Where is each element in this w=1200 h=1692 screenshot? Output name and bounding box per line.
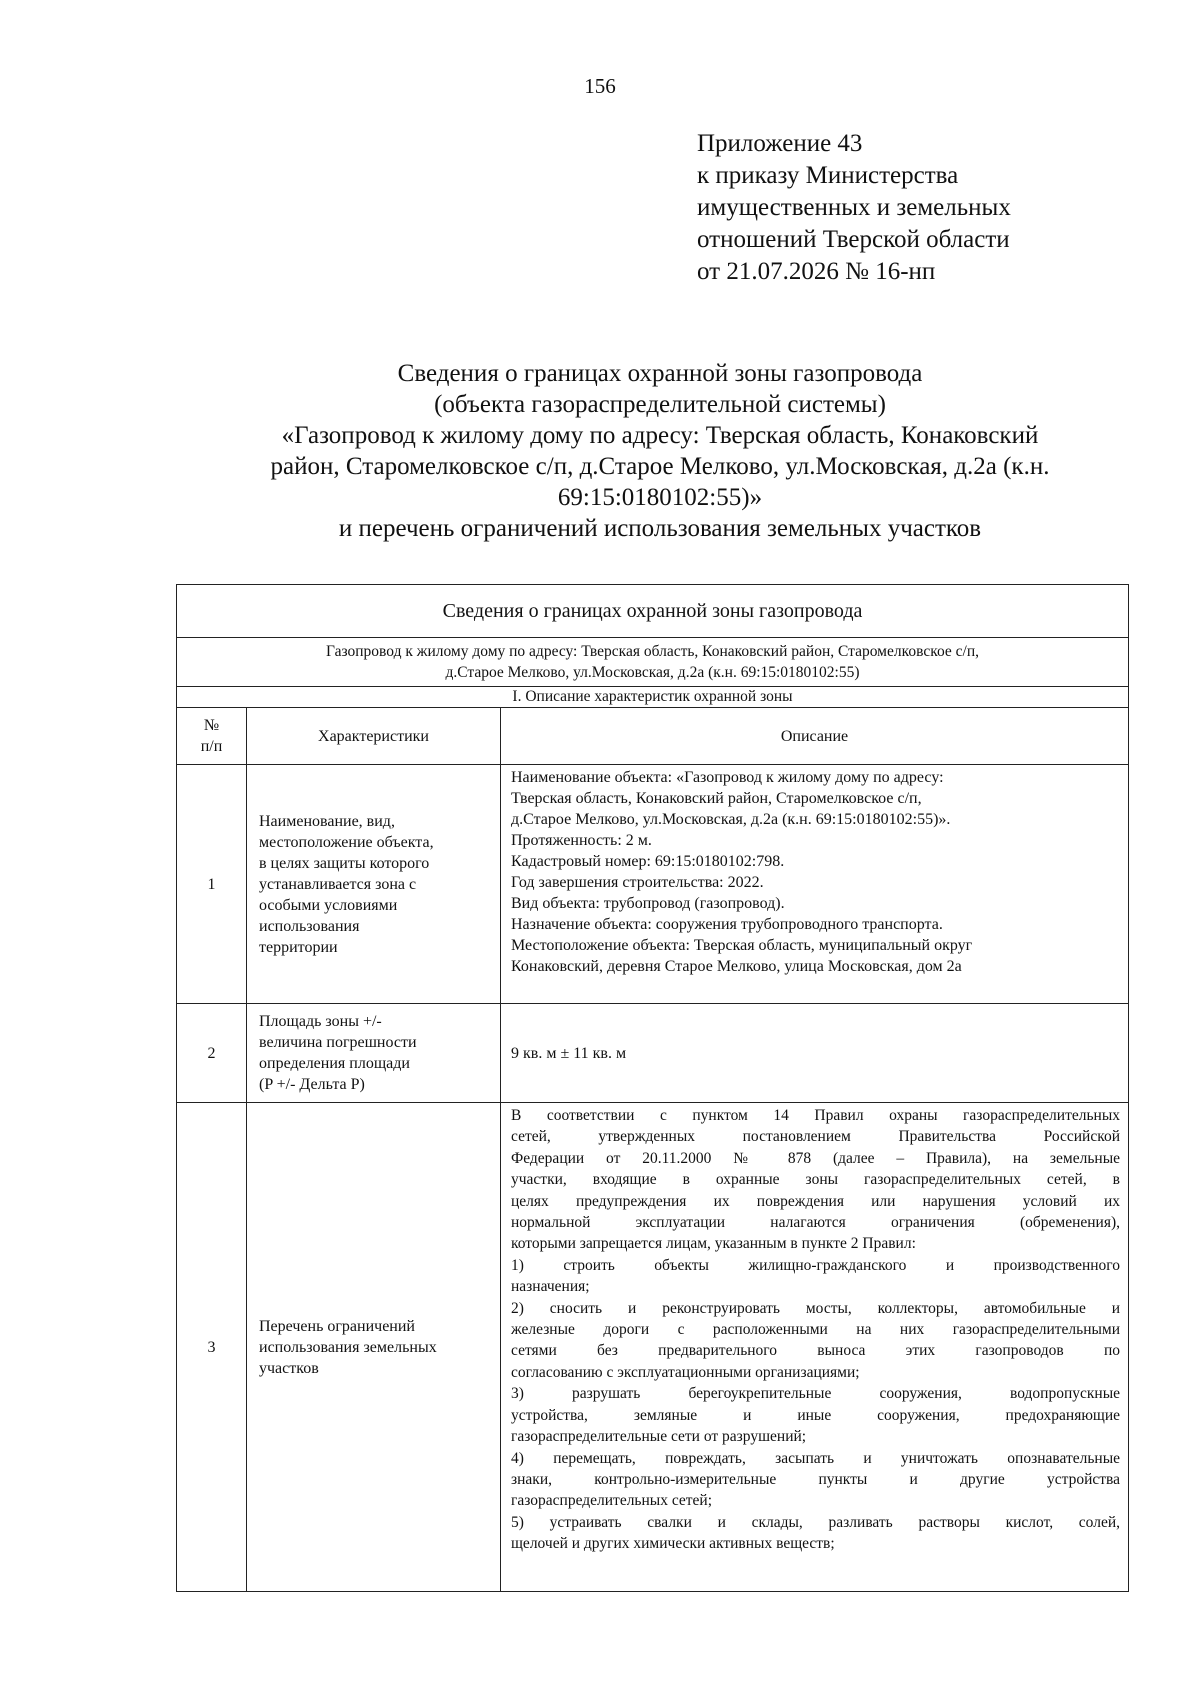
text-line: Тверская область, Конаковский район, Старомелковское с/п, xyxy=(511,790,922,807)
row-characteristic xyxy=(247,765,501,1004)
text-line: 9 кв. м ± 11 кв. м xyxy=(511,1044,627,1062)
appendix-line: отношений Тверской области xyxy=(697,226,1010,253)
title-line: и перечень ограничений использования земельных участков xyxy=(338,515,982,542)
title-line: район, Старомелковское с/п, д.Старое Мелково, ул.Московская, д.2а (к.н. xyxy=(270,453,1050,480)
text-line: Наименование объекта: «Газопровод к жилому дому по адресу: xyxy=(511,769,944,786)
text-line: Перечень ограничений xyxy=(259,1317,415,1335)
text-line: Федерации от 20.11.2000 № 878 (далее – Правила), на земельные xyxy=(511,1149,1121,1167)
text-line: участков xyxy=(259,1359,319,1377)
text-line: нормальной эксплуатации налагаются ограничения (обременения), xyxy=(511,1214,1121,1232)
text-line: Кадастровый номер: 69:15:0180102:798. xyxy=(511,853,785,870)
row-number: 2 xyxy=(177,1004,247,1103)
text-line: Год завершения строительства: 2022. xyxy=(511,874,764,891)
column-header-num-line: п/п xyxy=(200,738,223,755)
text-line: сетей, утвержденных постановлением Правительства Российской xyxy=(511,1128,1121,1146)
text-line: щелочей и других химически активных веществ; xyxy=(511,1535,835,1553)
object-name-cell xyxy=(177,638,1129,687)
object-name-line: д.Старое Мелково, ул.Московская, д.2а (к.н. 69:15:0180102:55) xyxy=(445,664,860,681)
row-characteristic xyxy=(247,1103,501,1592)
row-number: 3 xyxy=(177,1103,247,1592)
column-header-description: Описание xyxy=(501,708,1129,765)
text-line: целях предупреждения их повреждения или нарушения условий их xyxy=(511,1192,1121,1210)
text-line: сетями без предварительного выноса этих газопроводов по xyxy=(511,1342,1121,1360)
text-line: знаки, контрольно-измерительные пункты и другие устройства xyxy=(511,1470,1121,1488)
appendix-line: Приложение 43 xyxy=(697,130,863,157)
text-line: участки, входящие в охранные зоны газораспределительных сетей, в xyxy=(511,1171,1121,1189)
text-line: определения площади xyxy=(259,1055,410,1072)
appendix-reference xyxy=(697,128,1011,288)
table-row xyxy=(177,1103,1129,1592)
text-line: 2) сносить и реконструировать мосты, коллекторы, автомобильные и xyxy=(511,1299,1121,1317)
text-line: 4) перемещать, повреждать, засыпать и уничтожать опознавательные xyxy=(511,1449,1121,1467)
text-line: назначения; xyxy=(511,1278,590,1296)
text-line: использования земельных xyxy=(259,1338,437,1356)
text-line: Протяженность: 2 м. xyxy=(511,832,652,849)
text-line: устанавливается зона с xyxy=(259,875,417,893)
text-line: Вид объекта: трубопровод (газопровод). xyxy=(511,895,785,912)
text-line: Конаковский, деревня Старое Мелково, улица Московская, дом 2а xyxy=(511,958,962,975)
text-line: устройства, земляные и иные сооружения, предохраняющие xyxy=(511,1406,1121,1424)
text-line: газораспределительных сетей; xyxy=(511,1492,713,1510)
appendix-line: к приказу Министерства xyxy=(697,162,959,189)
text-line: местоположение объекта, xyxy=(259,833,434,851)
text-line: 3) разрушать берегоукрепительные сооружения, водопропускные xyxy=(511,1385,1121,1403)
table-row xyxy=(177,1004,1129,1103)
text-line: величина погрешности xyxy=(259,1034,417,1051)
title-line: 69:15:0180102:55)» xyxy=(557,484,763,511)
column-header-characteristics: Характеристики xyxy=(247,708,501,765)
title-line: Сведения о границах охранной зоны газопровода xyxy=(397,360,923,387)
text-line: согласованию с эксплуатационными организациями; xyxy=(511,1363,860,1381)
appendix-line: от 21.07.2026 № 16-нп xyxy=(697,258,936,285)
text-line: Наименование, вид, xyxy=(259,812,395,830)
text-line: Назначение объекта: сооружения трубопроводного транспорта. xyxy=(511,916,943,933)
page-number: 156 xyxy=(584,74,616,98)
table-row xyxy=(177,765,1129,1004)
text-line: Площадь зоны +/- xyxy=(259,1013,382,1030)
column-header-row xyxy=(177,708,1129,765)
section-heading: I. Описание характеристик охранной зоны xyxy=(177,687,1129,708)
title-line: (объекта газораспределительной системы) xyxy=(434,391,886,418)
text-line: газораспределительные сети от разрушений; xyxy=(511,1428,807,1446)
text-line: 5) устраивать свалки и склады, разливать растворы кислот, солей, xyxy=(511,1513,1121,1531)
text-line: д.Старое Мелково, ул.Московская, д.2а (к.н. 69:15:0180102:55)». xyxy=(511,811,951,828)
text-line: использования xyxy=(259,917,360,935)
title-line: «Газопровод к жилому дому по адресу: Тверская область, Конаковский xyxy=(281,422,1039,449)
text-line: (P +/- Дельта P) xyxy=(259,1076,365,1093)
column-header-num xyxy=(177,708,247,765)
row-description xyxy=(501,1103,1129,1592)
text-line: особыми условиями xyxy=(259,896,398,914)
text-line: в целях защиты которого xyxy=(259,854,430,872)
document-title xyxy=(160,358,1160,544)
text-line: которыми запрещается лицам, указанным в пункте 2 Правил: xyxy=(511,1235,916,1253)
appendix-line: имущественных и земельных xyxy=(697,194,1011,221)
row-number: 1 xyxy=(177,765,247,1004)
text-line: 1) строить объекты жилищно-гражданского и производственного xyxy=(511,1256,1121,1274)
row-characteristic xyxy=(247,1004,501,1103)
row-description xyxy=(501,765,1129,1004)
text-line: Местоположение объекта: Тверская область, муниципальный округ xyxy=(511,937,973,954)
protection-zone-table xyxy=(176,584,1129,1592)
object-name-line: Газопровод к жилому дому по адресу: Тверская область, Конаковский район, Старомелковское с/п, xyxy=(326,643,979,660)
text-line: территории xyxy=(259,938,338,956)
text-line: железные дороги с расположенными на них газораспределительными xyxy=(511,1321,1121,1339)
text-line: В соответствии с пунктом 14 Правил охраны газораспределительных xyxy=(511,1107,1121,1124)
table-header: Сведения о границах охранной зоны газопровода xyxy=(177,585,1129,638)
column-header-num-line: № xyxy=(203,717,220,734)
row-description xyxy=(501,1004,1129,1103)
